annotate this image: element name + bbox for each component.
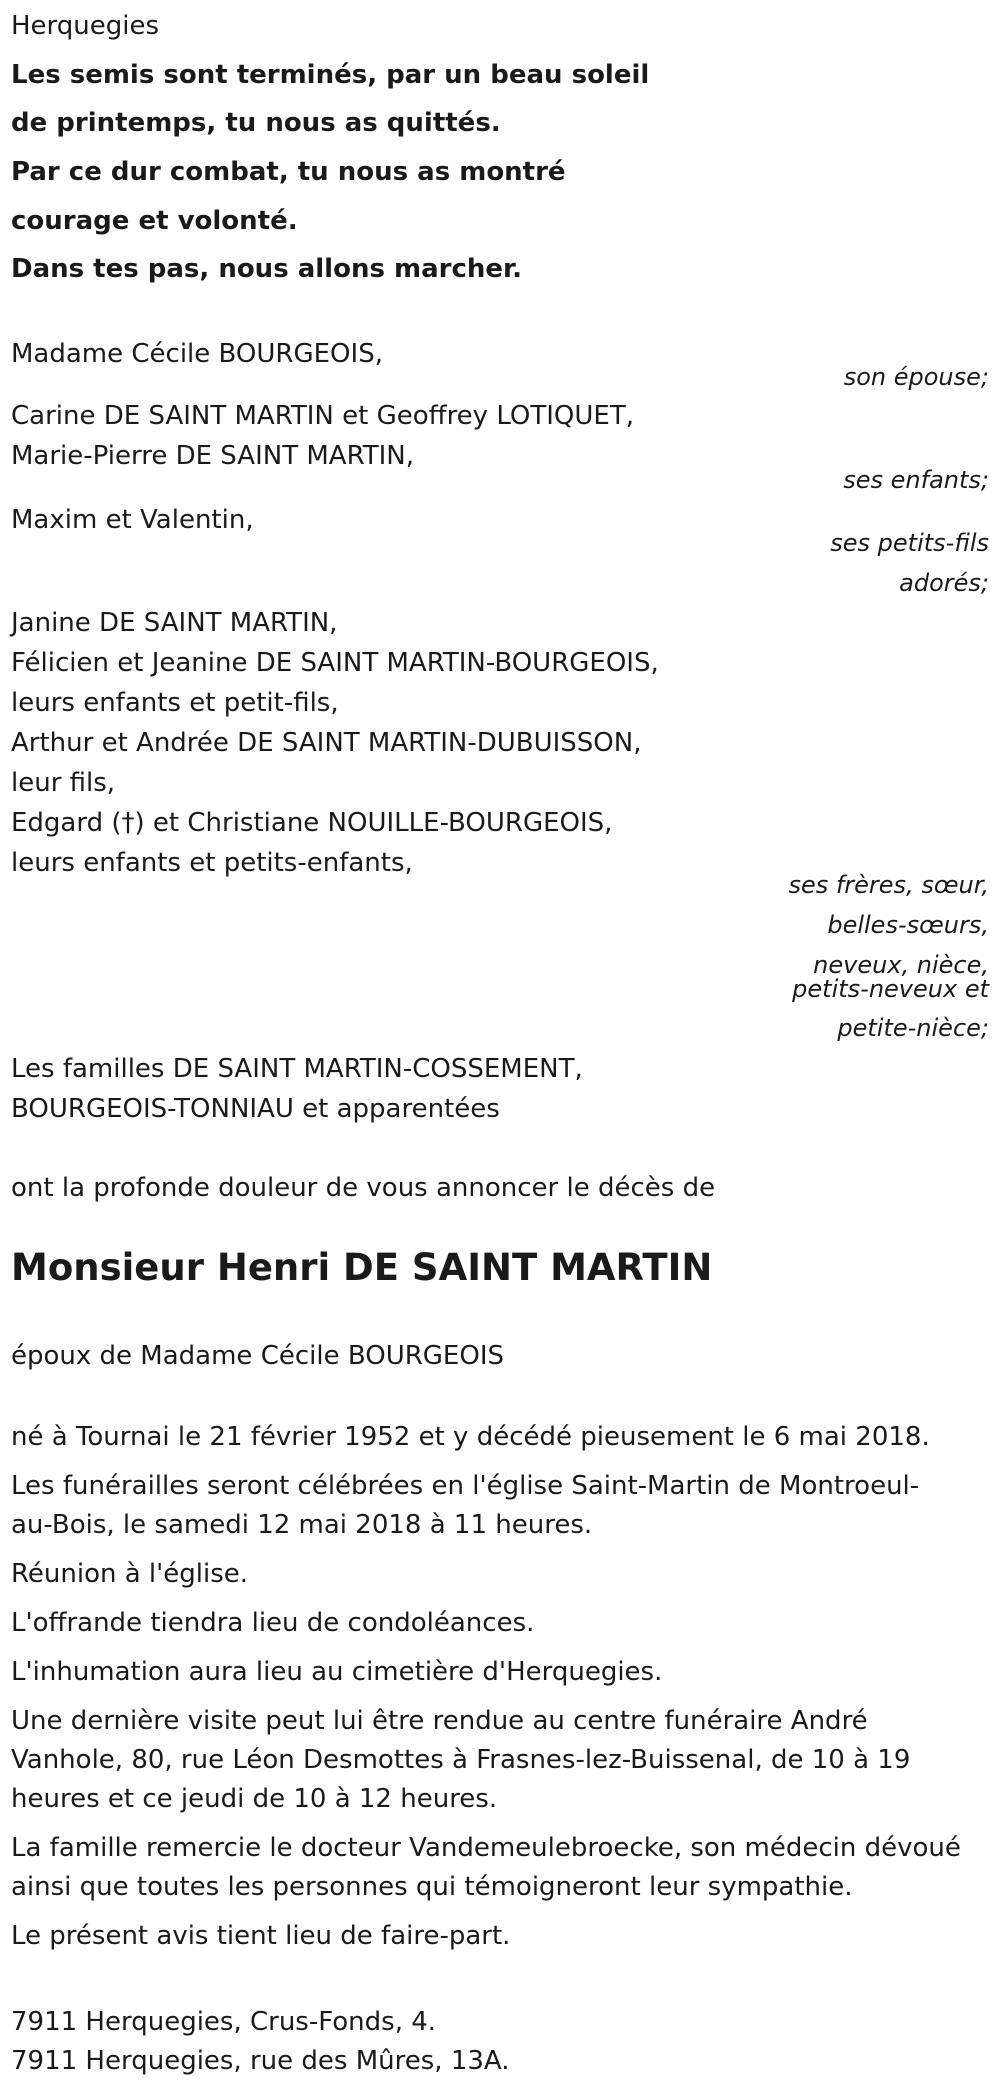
deceased-name: Monsieur Henri DE SAINT MARTIN — [11, 1246, 713, 1289]
sibling-line: Edgard (†) et Christiane NOUILLE-BOURGEOIS, — [11, 808, 613, 838]
visit-line: heures et ce jeudi de 10 à 12 heures. — [11, 1784, 498, 1814]
poem-line: Dans tes pas, nous allons marcher. — [11, 254, 522, 284]
poem-line: courage et volonté. — [11, 206, 298, 236]
meeting-line: Réunion à l'église. — [11, 1559, 249, 1589]
funeral-line: au-Bois, le samedi 12 mai 2018 à 11 heures. — [11, 1510, 593, 1540]
siblings-role: belles-sœurs, — [827, 911, 989, 939]
sibling-line: Félicien et Jeanine DE SAINT MARTIN-BOURGEOIS, — [11, 648, 659, 678]
wife-name: Madame Cécile BOURGEOIS, — [11, 339, 383, 369]
thanks-line: La famille remercie le docteur Vandemeulebroecke, son médecin dévoué — [11, 1833, 961, 1863]
children-role: ses enfants; — [843, 466, 989, 494]
announcement: ont la profonde douleur de vous annoncer le décès de — [11, 1173, 716, 1203]
place-header: Herquegies — [11, 11, 160, 41]
grandsons-role: adorés; — [899, 569, 989, 597]
families-line: BOURGEOIS-TONNIAU et apparentées — [11, 1094, 500, 1124]
visit-line: Vanhole, 80, rue Léon Desmottes à Frasnes-lez-Buissenal, de 10 à 19 — [11, 1745, 911, 1775]
visit-line: Une dernière visite peut lui être rendue au centre funéraire André — [11, 1706, 868, 1736]
sibling-line: leurs enfants et petit-fils, — [11, 688, 339, 718]
poem-line: Les semis sont terminés, par un beau soleil — [11, 60, 650, 90]
sibling-line: leur fils, — [11, 768, 116, 798]
birth-death: né à Tournai le 21 février 1952 et y décédé pieusement le 6 mai 2018. — [11, 1422, 930, 1452]
siblings-role: petits-neveux et — [792, 975, 989, 1003]
poem-line: Par ce dur combat, tu nous as montré — [11, 157, 566, 187]
grandsons-names: Maxim et Valentin, — [11, 505, 254, 535]
sibling-line: Arthur et Andrée DE SAINT MARTIN-DUBUISSON, — [11, 728, 642, 758]
siblings-role: ses frères, sœur, — [788, 871, 989, 899]
child-name: Carine DE SAINT MARTIN et Geoffrey LOTIQUET, — [11, 401, 634, 431]
address-line: 7911 Herquegies, rue des Mûres, 13A. — [11, 2046, 510, 2076]
notice-line: Le présent avis tient lieu de faire-part. — [11, 1921, 511, 1951]
sibling-line: Janine DE SAINT MARTIN, — [11, 608, 338, 638]
child-name: Marie-Pierre DE SAINT MARTIN, — [11, 441, 414, 471]
families-line: Les familles DE SAINT MARTIN-COSSEMENT, — [11, 1054, 583, 1084]
funeral-line: Les funérailles seront célébrées en l'église Saint-Martin de Montroeul- — [11, 1471, 920, 1501]
grandsons-role: ses petits-fils — [830, 529, 989, 557]
thanks-line: ainsi que toutes les personnes qui témoigneront leur sympathie. — [11, 1872, 853, 1902]
poem-line: de printemps, tu nous as quittés. — [11, 108, 501, 138]
siblings-role: petite-nièce; — [837, 1014, 989, 1042]
address-line: 7911 Herquegies, Crus-Fonds, 4. — [11, 2007, 437, 2037]
wife-role: son épouse; — [843, 363, 989, 391]
burial-line: L'inhumation aura lieu au cimetière d'Herquegies. — [11, 1657, 663, 1687]
spouse-line: époux de Madame Cécile BOURGEOIS — [11, 1341, 504, 1371]
offering-line: L'offrande tiendra lieu de condoléances. — [11, 1608, 535, 1638]
siblings-role: neveux, nièce, — [813, 951, 989, 979]
sibling-line: leurs enfants et petits-enfants, — [11, 848, 413, 878]
